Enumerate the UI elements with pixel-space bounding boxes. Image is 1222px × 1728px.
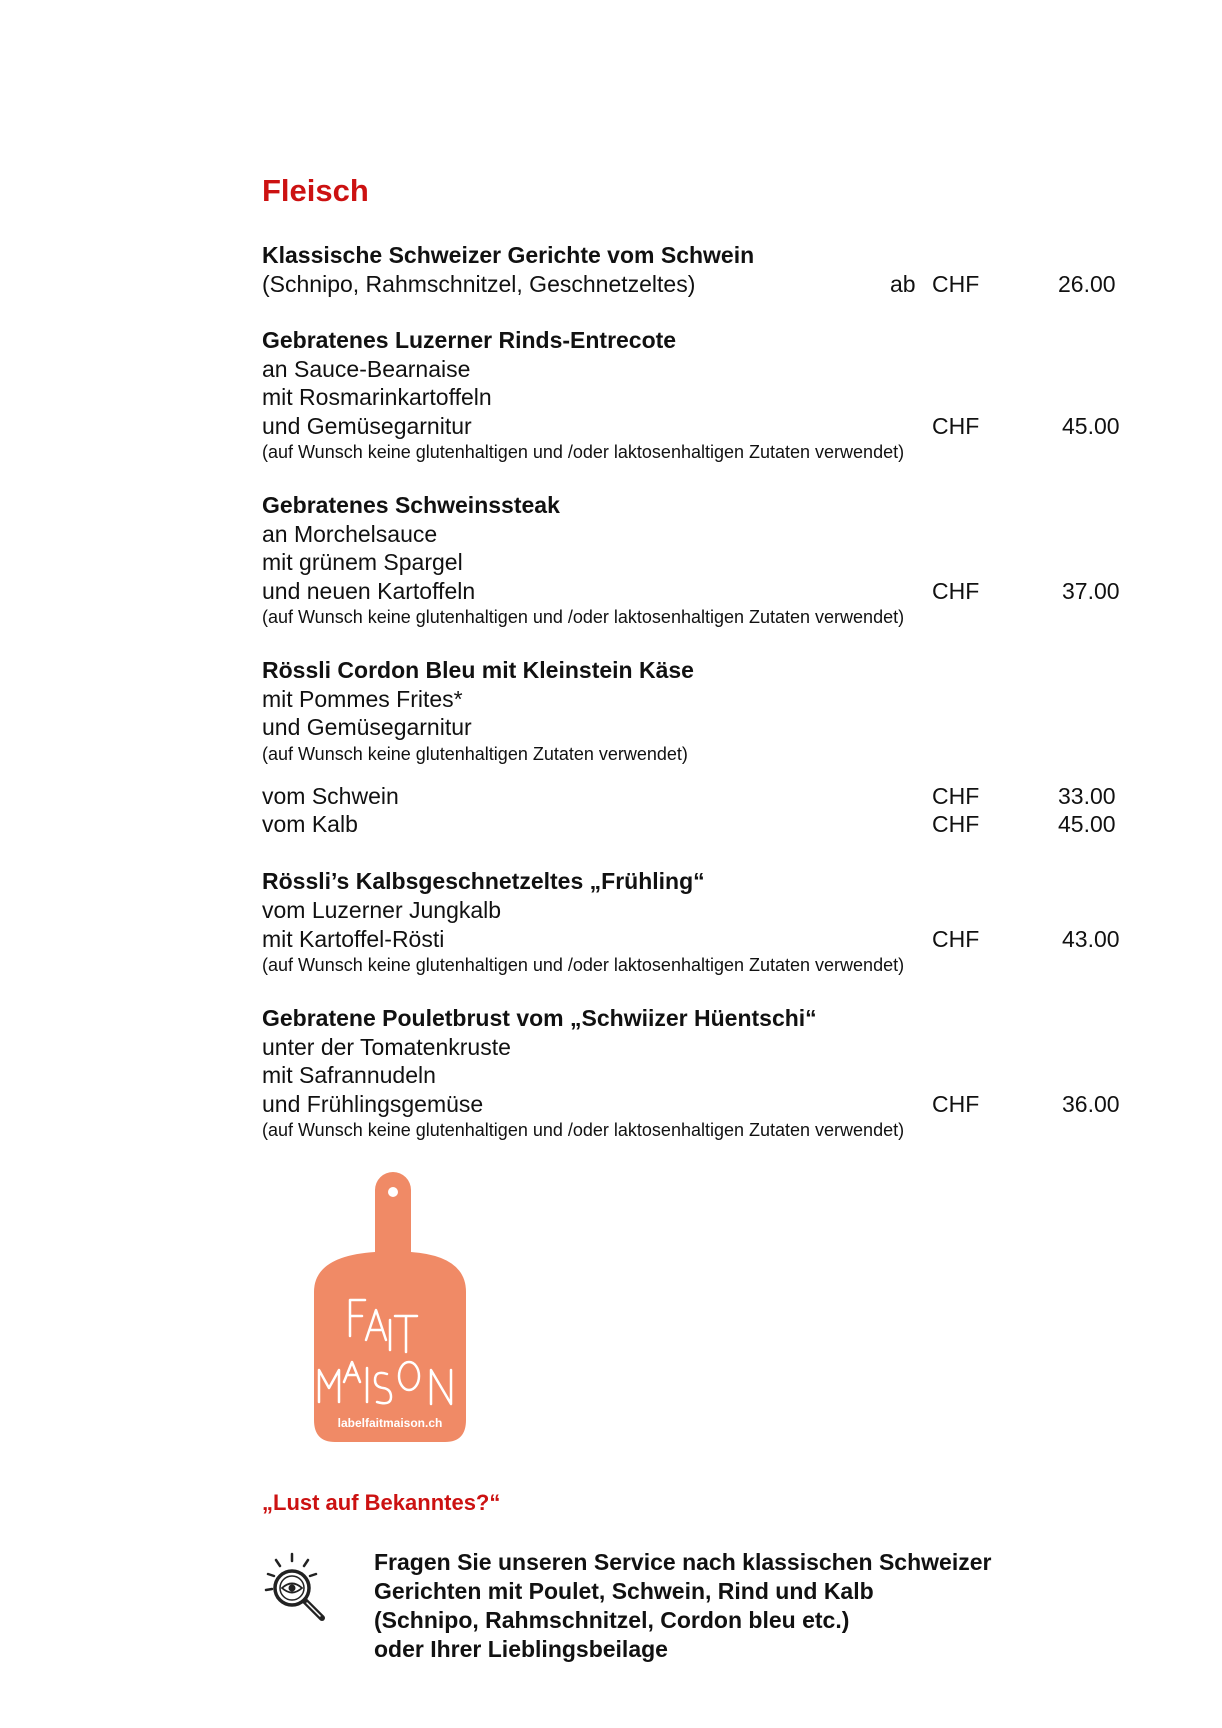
lust-title: „Lust auf Bekanntes?“ [262, 1490, 501, 1515]
dish-4-name: Rössli Cordon Bleu mit Kleinstein Käse [262, 657, 694, 683]
dish-3-line-2: mit grünem Spargel [262, 549, 463, 575]
dish-6-price: 36.00 [1062, 1091, 1120, 1117]
dish-6-line-3: und Frühlingsgemüse [262, 1091, 484, 1117]
dish-1-line-1: (Schnipo, Rahmschnitzel, Geschnetzeltes) [262, 271, 696, 297]
dish-2-note: (auf Wunsch keine glutenhaltigen und /oder laktosenhaltigen Zutaten verwendet) [262, 442, 905, 462]
dish-3-line-3: und neuen Kartoffeln [262, 578, 476, 604]
service-line-3: (Schnipo, Rahmschnitzel, Cordon bleu etc.) [374, 1607, 850, 1633]
section-title: Fleisch [262, 173, 369, 208]
dish-4-line-1: mit Pommes Frites* [262, 686, 463, 712]
dish-3-line-1: an Morchelsauce [262, 521, 438, 547]
service-line-1: Fragen Sie unseren Service nach klassischen Schweizer [374, 1549, 992, 1575]
dish-3-note: (auf Wunsch keine glutenhaltigen und /oder laktosenhaltigen Zutaten verwendet) [262, 607, 905, 627]
dish-6-line-2: mit Safrannudeln [262, 1062, 436, 1088]
dish-3-currency: CHF [932, 578, 980, 604]
dish-5-line-2: mit Kartoffel-Rösti [262, 926, 445, 952]
magnifier-eye-icon [262, 1550, 342, 1630]
dish-1-currency: CHF [932, 271, 980, 297]
dish-4-variant-2-price: 45.00 [1058, 811, 1116, 837]
dish-6-name: Gebratene Pouletbrust vom „Schwiizer Hüentschi“ [262, 1005, 817, 1031]
dish-1-name: Klassische Schweizer Gerichte vom Schwein [262, 242, 755, 268]
dish-4-variant-2-currency: CHF [932, 811, 980, 837]
dish-4-variant-1-currency: CHF [932, 783, 980, 809]
dish-4-variant-1-price: 33.00 [1058, 783, 1116, 809]
dish-5-currency: CHF [932, 926, 980, 952]
service-text [374, 1548, 991, 1664]
fait-maison-logo [305, 1170, 475, 1450]
dish-2-name: Gebratenes Luzerner Rinds-Entrecote [262, 327, 677, 353]
dish-1-ab-prefix: ab [890, 271, 916, 297]
dish-5-line-1: vom Luzerner Jungkalb [262, 897, 502, 923]
dish-5-name: Rössli’s Kalbsgeschnetzeltes „Frühling“ [262, 868, 705, 894]
service-line-4: oder Ihrer Lieblingsbeilage [374, 1636, 668, 1662]
dish-6-note: (auf Wunsch keine glutenhaltigen und /oder laktosenhaltigen Zutaten verwendet) [262, 1120, 905, 1140]
dish-1-price: 26.00 [1058, 271, 1116, 297]
dish-4-line-2: und Gemüsegarnitur [262, 714, 472, 740]
dish-3-price: 37.00 [1062, 578, 1120, 604]
dish-6-currency: CHF [932, 1091, 980, 1117]
dish-2-line-3: und Gemüsegarnitur [262, 413, 472, 439]
dish-2-currency: CHF [932, 413, 980, 439]
dish-2-price: 45.00 [1062, 413, 1120, 439]
dish-2-line-1: an Sauce-Bearnaise [262, 356, 471, 382]
dish-5-note: (auf Wunsch keine glutenhaltigen und /oder laktosenhaltigen Zutaten verwendet) [262, 955, 905, 975]
service-line-2: Gerichten mit Poulet, Schwein, Rind und Kalb [374, 1578, 874, 1604]
dish-4-variant-1-label: vom Schwein [262, 783, 399, 809]
dish-4-note: (auf Wunsch keine glutenhaltigen Zutaten verwendet) [262, 744, 688, 764]
dish-6-line-1: unter der Tomatenkruste [262, 1034, 511, 1060]
dish-2-line-2: mit Rosmarinkartoffeln [262, 384, 492, 410]
dish-5-price: 43.00 [1062, 926, 1120, 952]
dish-4-variant-2-label: vom Kalb [262, 811, 358, 837]
dish-3-name: Gebratenes Schweinssteak [262, 492, 560, 518]
logo-url: labelfaitmaison.ch [337, 1416, 443, 1430]
